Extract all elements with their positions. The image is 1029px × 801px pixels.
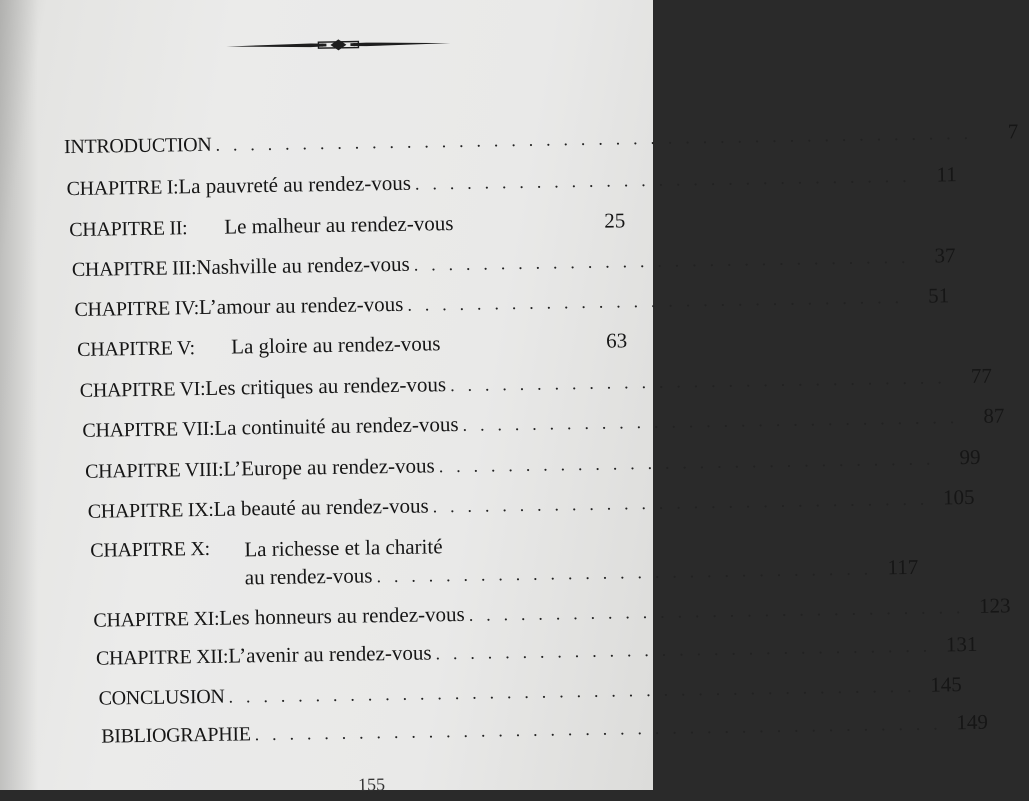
- toc-page-number: 87: [983, 403, 1005, 428]
- toc-label: CHAPITRE XII:: [95, 645, 229, 670]
- toc-label: CHAPITRE II:: [69, 217, 188, 242]
- ornament-divider-icon: [226, 36, 450, 54]
- toc-row-chapitre-3: [71, 243, 956, 282]
- toc-label: CHAPITRE III:: [71, 257, 197, 282]
- toc-title: La pauvreté au rendez-vous: [178, 170, 412, 199]
- leader-dots: . . . . . . . . . . . . . . . . . . . . . . . . . . . . . . . . . . . . . . . .: [228, 675, 916, 707]
- toc-label: CHAPITRE VIII:: [84, 458, 224, 483]
- toc-label: CHAPITRE I:: [66, 176, 179, 201]
- toc-page-number: 123: [978, 593, 1011, 618]
- toc-row-introduction: [63, 119, 1019, 159]
- toc-page-number: 117: [887, 554, 919, 580]
- toc-label: CHAPITRE IX:: [87, 498, 214, 523]
- toc-page-number: 99: [959, 444, 981, 470]
- toc-label: CHAPITRE IV:: [74, 297, 200, 321]
- toc-title-line2-wrap: [244, 554, 919, 590]
- toc-page-number: 51: [927, 283, 950, 308]
- toc-label: CONCLUSION: [98, 685, 225, 710]
- toc-title: Nashville au rendez-vous: [196, 251, 410, 280]
- toc-label: INTRODUCTION: [63, 133, 212, 159]
- leader-dots: . . . . . . . . . . . . . . . . . . . . . . . . . . . . . . . . . . . . . . . . . . . .: [215, 122, 973, 155]
- leader-dots: . . . . . . . . . . . . . . . . . . . . . . . . . . . . .: [414, 165, 911, 194]
- leader-dots: . . . . . . . . . . . . . . . . . . . . . . . . . . . . .: [432, 488, 929, 517]
- toc-page-number: 63: [605, 328, 628, 353]
- toc-page-number: 11: [936, 162, 957, 187]
- leader-dots: . . . . . . . . . . . . . . . . . . . . . . . . . . . . .: [376, 558, 873, 587]
- toc-label: CHAPITRE VII:: [82, 417, 215, 442]
- toc-title: Le malheur au rendez-vous: [224, 211, 454, 239]
- toc-label: CHAPITRE VI:: [79, 377, 206, 402]
- toc-row-chapitre-7: [82, 403, 1005, 443]
- leader-dots: . . . . . . . . . . . . . . . . . . . . . . . . . . . . .: [468, 597, 965, 625]
- toc-row-chapitre-9: [87, 484, 975, 524]
- toc-page-number: 105: [942, 484, 975, 510]
- toc-page-number: 37: [934, 243, 956, 268]
- toc-label: CHAPITRE V:: [77, 337, 195, 361]
- toc-row-chapitre-6: [79, 363, 993, 403]
- leader-dots: . . . . . . . . . . . . . . . . . . . . . . . . . . . . .: [407, 286, 904, 315]
- leader-dots: . . . . . . . . . . . . . . . . . . . . . . . . . . . . .: [449, 367, 947, 396]
- toc-row-chapitre-2: [69, 208, 625, 242]
- leader-dots: . . . . . . . . . . . . . . . . . . . . . . . . . . . . . . . . . . . . . . . .: [254, 713, 943, 745]
- toc-row-chapitre-5: [77, 328, 627, 362]
- toc-title: L’Europe au rendez-vous: [223, 453, 435, 481]
- toc-row-conclusion: [98, 672, 962, 710]
- toc-page-number: 25: [604, 208, 626, 233]
- toc-title: au rendez-vous: [244, 563, 373, 590]
- leader-dots: . . . . . . . . . . . . . . . . . . . . . . . . . . . . .: [413, 246, 910, 275]
- toc-page-number: 149: [956, 709, 989, 735]
- toc-row-bibliographie: [101, 709, 989, 748]
- leader-dots: . . . . . . . . . . . . . . . . . . . . . . . . . . . . .: [435, 635, 932, 664]
- toc-page-number: 7: [1007, 119, 1019, 144]
- toc-page-number: 77: [970, 363, 993, 388]
- toc-title: L’avenir au rendez-vous: [228, 640, 432, 668]
- toc-title: L’amour au rendez-vous: [198, 291, 404, 320]
- toc-label: BIBLIOGRAPHIE: [101, 723, 251, 748]
- toc-row-chapitre-11: [93, 593, 1011, 633]
- toc-label-wrap: [90, 537, 244, 562]
- toc-title: La gloire au rendez-vous: [230, 331, 441, 359]
- leader-dots: . . . . . . . . . . . . . . . . . . . . . . . . . . . . .: [438, 448, 935, 477]
- toc-row-chapitre-8: [84, 444, 981, 484]
- toc-title-line1: La richesse et la charité: [244, 534, 443, 562]
- toc-label: CHAPITRE XI:: [93, 607, 220, 632]
- toc-row-chapitre-1: [66, 162, 957, 201]
- toc-label: CHAPITRE X:: [90, 537, 210, 562]
- toc-title: La continuité au rendez-vous: [214, 411, 459, 440]
- toc-title: La beauté au rendez-vous: [213, 493, 429, 521]
- toc-page-number: 131: [945, 631, 978, 657]
- leader-dots: . . . . . . . . . . . . . . . . . . . . . . . . . . . . .: [462, 407, 959, 435]
- toc-title: Les critiques au rendez-vous: [205, 372, 447, 400]
- page-folio-number: 155: [357, 774, 386, 795]
- toc-page-number: 145: [930, 672, 962, 697]
- toc-title: Les honneurs au rendez-vous: [219, 601, 465, 630]
- toc-row-chapitre-4: [74, 283, 950, 322]
- toc-row-chapitre-12: [95, 631, 978, 671]
